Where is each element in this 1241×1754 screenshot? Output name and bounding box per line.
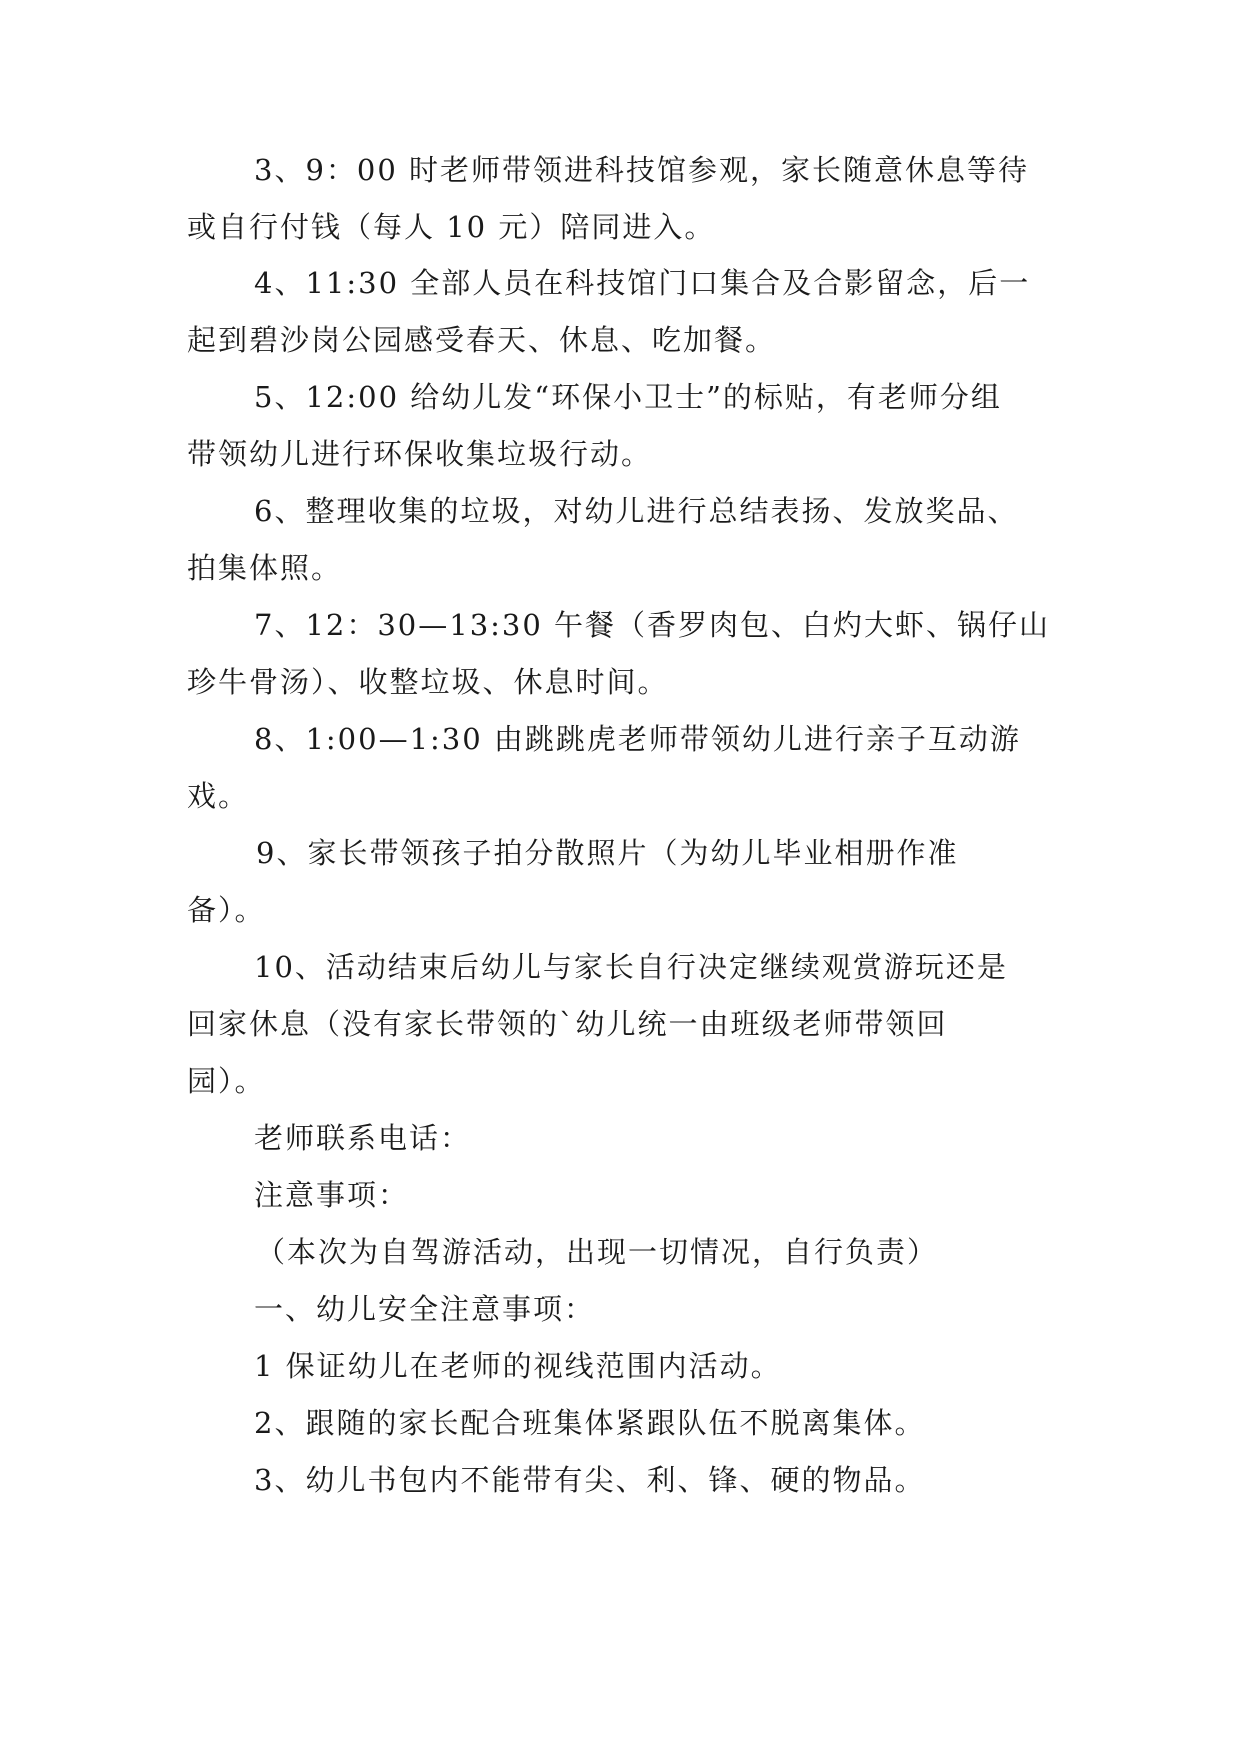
text-line: 珍牛骨汤）、收整垃圾、休息时间。 [187, 665, 669, 699]
text-line: 回家休息（没有家长带领的`幼儿统一由班级老师带领回 [187, 1007, 948, 1041]
text-line: 园）。 [187, 1064, 266, 1098]
text-line: 戏。 [187, 779, 250, 813]
text-line: 6、整理收集的垃圾，对幼儿进行总结表扬、发放奖品、 [254, 494, 1019, 528]
text-line: 或自行付钱（每人 10 元）陪同进入。 [187, 210, 716, 244]
text-line: 起到碧沙岗公园感受春天、休息、吃加餐。 [187, 323, 777, 357]
text-line: 3、幼儿书包内不能带有尖、利、锋、硬的物品。 [254, 1463, 926, 1497]
text-line: 5、12:00 给幼儿发“环保小卫士”的标贴，有老师分组 [254, 380, 1002, 414]
text-line: 老师联系电话： [254, 1121, 472, 1155]
text-line: 3、9：00 时老师带领进科技馆参观，家长随意休息等待 [254, 153, 1030, 187]
text-line: 注意事项： [254, 1178, 410, 1212]
text-line: 1 保证幼儿在老师的视线范围内活动。 [254, 1349, 782, 1383]
text-line: 拍集体照。 [187, 551, 343, 585]
text-line: 备）。 [187, 893, 266, 927]
text-line: 4、11:30 全部人员在科技馆门口集合及合影留念，后一 [254, 266, 1031, 300]
text-line: 一、幼儿安全注意事项： [254, 1292, 596, 1326]
text-line: （本次为自驾游活动，出现一切情况，自行负责） [256, 1235, 939, 1269]
text-line: 2、跟随的家长配合班集体紧跟队伍不脱离集体。 [254, 1406, 926, 1440]
text-line: 10、活动结束后幼儿与家长自行决定继续观赏游玩还是 [254, 950, 1008, 984]
text-line: 8、1:00—1:30 由跳跳虎老师带领幼儿进行亲子互动游 [254, 722, 1021, 756]
text-line: 7、12：30—13:30 午餐（香罗肉包、白灼大虾、锅仔山 [254, 608, 1051, 642]
text-line: 带领幼儿进行环保收集垃圾行动。 [187, 437, 653, 471]
text-line: 9、家长带领孩子拍分散照片（为幼儿毕业相册作准 [256, 836, 959, 870]
